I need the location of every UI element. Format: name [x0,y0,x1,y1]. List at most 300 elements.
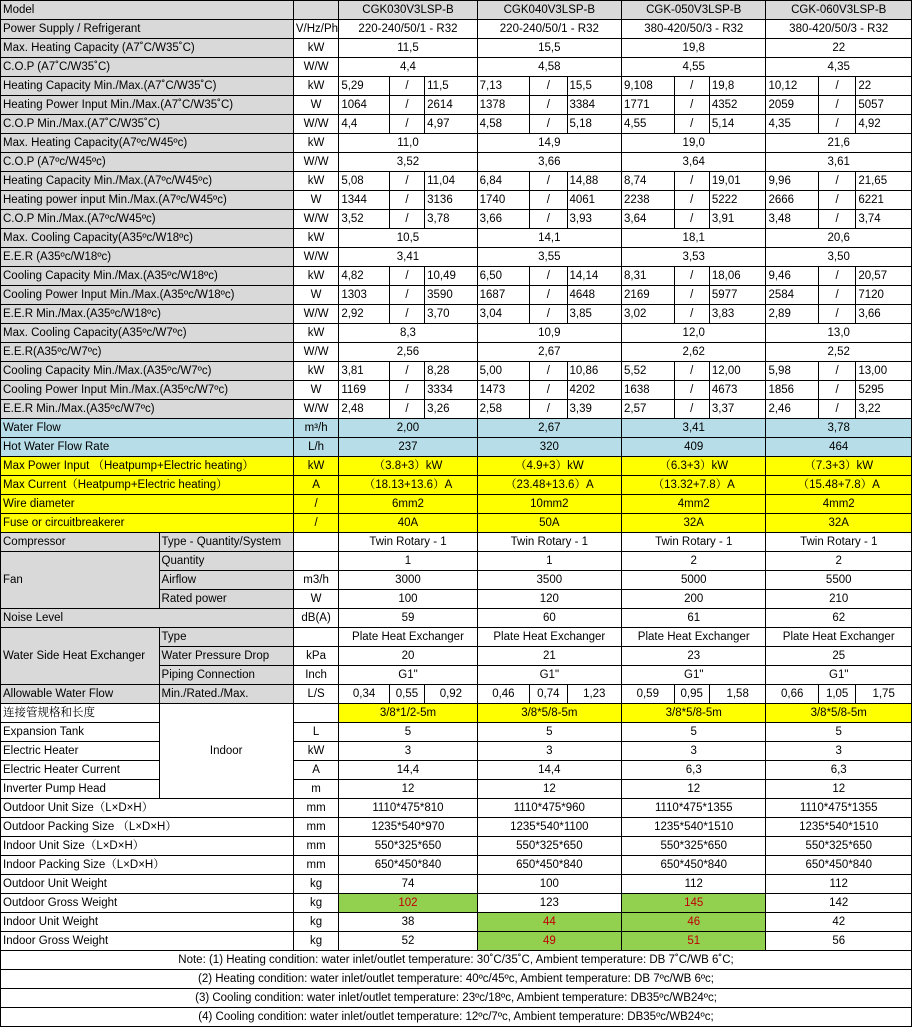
value-min: 4,35 [766,115,819,134]
spec-row [1,343,912,362]
dimension-row [1,875,912,894]
spec-value: 1235*540*1510 [766,818,912,837]
value-max: 4202 [567,381,622,400]
note-text: (3) Cooling condition: water inlet/outlet temperature: 23ºc/18ºc, Ambient temperature: DB35ºc/WB24ºc; [1,989,912,1008]
fan-label: Fan [1,552,160,609]
indoor-label: Inverter Pump Head [1,780,160,799]
value-max: 4,97 [425,115,478,134]
note-row [1,970,912,989]
spec-value: 12 [477,780,621,799]
value-min: 3,81 [339,362,389,381]
spec-value: 4,55 [622,58,766,77]
range-separator: / [674,400,709,419]
spec-value: 3,64 [622,153,766,172]
spec-value: 3,50 [766,248,912,267]
spec-value: 10mm2 [477,495,621,514]
spec-value: 3,55 [477,248,621,267]
indoor-label: Expansion Tank [1,723,160,742]
range-separator: / [674,210,709,229]
value-max: 3,83 [709,305,766,324]
spec-unit: W [293,286,338,305]
value-min: 5,52 [622,362,675,381]
spec-value: 12 [622,780,766,799]
spec-label: Water Flow [1,419,294,438]
spec-unit: kg [293,932,338,951]
range-separator: / [389,77,424,96]
allowable-label: Allowable Water Flow [1,685,160,704]
spec-row [1,115,912,134]
dimension-row [1,799,912,818]
spec-unit: kg [293,875,338,894]
spec-row [1,362,912,381]
value-min: 1064 [339,96,389,115]
value-max: 22 [856,77,912,96]
spec-label: Hot Water Flow Rate [1,438,294,457]
compressor-sub: Type - Quantity/System [159,533,293,552]
spec-unit: kW [293,362,338,381]
range-separator: / [530,400,567,419]
spec-value: 19,8 [622,39,766,58]
value-max: 8,28 [425,362,478,381]
value-min: 9,46 [766,267,819,286]
spec-value: 5000 [622,571,766,590]
value-min: 1856 [766,381,819,400]
spec-value: 2,62 [622,343,766,362]
spec-value: 5 [766,723,912,742]
value-min: 1378 [477,96,530,115]
spec-unit [293,628,338,647]
spec-label: Heating Capacity Min./Max.(A7ºc/W45ºc) [1,172,294,191]
flow-value: 0,59 [622,685,675,704]
range-separator: / [530,305,567,324]
spec-value: 409 [622,438,766,457]
note-text: (2) Heating condition: water inlet/outlet temperature: 40ºc/45ºc, Ambient temperature: DB 7ºc/WB 6ºc; [1,970,912,989]
range-separator: / [389,115,424,134]
spec-value: 550*325*650 [622,837,766,856]
value-max: 20,57 [856,267,912,286]
spec-unit: kW [293,742,338,761]
spec-value: 12 [766,780,912,799]
spec-value: 100 [339,590,477,609]
spec-value: 21 [477,647,621,666]
exchanger-sub: Piping Connection [159,666,293,685]
value-max: 3,85 [567,305,622,324]
spec-value: 14,4 [339,761,477,780]
spec-value: 550*325*650 [339,837,477,856]
exchanger-sub: Type [159,628,293,647]
indoor-row [1,742,912,761]
spec-value: 3 [477,742,621,761]
noise-row [1,609,912,628]
value-min: 2,48 [339,400,389,419]
value-min: 8,74 [622,172,675,191]
spec-value: 6,3 [622,761,766,780]
header-unit [293,1,338,20]
spec-value: 3 [622,742,766,761]
spec-value: 12 [339,780,477,799]
spec-value: Plate Heat Exchanger [339,628,477,647]
range-separator: / [530,115,567,134]
flow-value: 0,34 [339,685,389,704]
range-separator: / [818,381,855,400]
spec-value: 60 [477,609,621,628]
spec-value: 42 [766,913,912,932]
value-min: 2666 [766,191,819,210]
value-max: 19,8 [709,77,766,96]
spec-row [1,20,912,39]
highlighted-value: 51 [622,932,766,951]
dimension-row [1,932,912,951]
spec-row [1,495,912,514]
dimension-label: Indoor Unit Size（L×D×H） [1,837,294,856]
spec-value: 21,6 [766,134,912,153]
spec-value: 1235*540*1100 [477,818,621,837]
spec-value: 3,78 [766,419,912,438]
note-text: Note: (1) Heating condition: water inlet/outlet temperature: 30˚C/35˚C, Ambient temperature: DB 7˚C/WB 6˚C; [1,951,912,970]
spec-row [1,229,912,248]
spec-value: 3,66 [477,153,621,172]
value-max: 3,74 [856,210,912,229]
spec-value: 5 [622,723,766,742]
spec-value: 650*450*840 [622,856,766,875]
indoor-row [1,723,912,742]
spec-label: Max Current（Heatpump+Electric heating） [1,476,294,495]
noise-label: Noise Level [1,609,294,628]
flow-value: 1,58 [709,685,766,704]
spec-unit: L/h [293,438,338,457]
flow-value: 1,23 [567,685,622,704]
range-separator: / [389,172,424,191]
spec-value: 50A [477,514,621,533]
value-min: 2,92 [339,305,389,324]
spec-value: G1" [622,666,766,685]
value-min: 6,84 [477,172,530,191]
spec-value: 8,3 [339,324,477,343]
spec-label: Heating Power Input Min./Max.(A7˚C/W35˚C) [1,96,294,115]
spec-value: 100 [477,875,621,894]
spec-value: 3 [766,742,912,761]
spec-label: Max. Cooling Capacity(A35ºc/W18ºc) [1,229,294,248]
value-max: 3,39 [567,400,622,419]
dimension-label: Indoor Gross Weight [1,932,294,951]
indoor-label: Electric Heater Current [1,761,160,780]
spec-value: 1 [339,552,477,571]
value-min: 1169 [339,381,389,400]
spec-unit [293,533,338,552]
value-max: 10,86 [567,362,622,381]
highlighted-value: 49 [477,932,621,951]
spec-label: E.E.R(A35ºc/W7ºc) [1,343,294,362]
value-min: 4,55 [622,115,675,134]
spec-row [1,267,912,286]
spec-label: Cooling Power Input Min./Max.(A35ºc/W7ºc) [1,381,294,400]
spec-value: 3 [339,742,477,761]
spec-value: 650*450*840 [477,856,621,875]
range-separator: / [530,267,567,286]
spec-unit: Inch [293,666,338,685]
spec-value: Twin Rotary - 1 [477,533,621,552]
value-max: 3,26 [425,400,478,419]
spec-value: 550*325*650 [766,837,912,856]
spec-unit: kW [293,77,338,96]
spec-value: 3,61 [766,153,912,172]
dimension-label: Outdoor Unit Weight [1,875,294,894]
value-min: 8,31 [622,267,675,286]
dimension-label: Outdoor Unit Size（L×D×H） [1,799,294,818]
spec-value: 112 [622,875,766,894]
dimension-row [1,837,912,856]
value-max: 4352 [709,96,766,115]
spec-value: 2 [766,552,912,571]
spec-value: 1110*475*810 [339,799,477,818]
range-separator: / [389,362,424,381]
indoor-label: 连接管规格和长度 [1,704,160,723]
spec-value: G1" [339,666,477,685]
spec-unit: V/Hz/Ph [293,20,338,39]
fan-sub: Airflow [159,571,293,590]
dimension-row [1,913,912,932]
spec-value: 2,52 [766,343,912,362]
range-separator: / [818,191,855,210]
spec-value: 3,53 [622,248,766,267]
value-max: 14,88 [567,172,622,191]
dimension-label: Outdoor Packing Size （L×D×H） [1,818,294,837]
range-separator: / [674,286,709,305]
highlighted-value: 46 [622,913,766,932]
spec-label: C.O.P Min./Max.(A7˚C/W35˚C) [1,115,294,134]
range-separator: / [674,191,709,210]
model-name: CGK040V3LSP-B [477,1,621,20]
value-min: 10,12 [766,77,819,96]
spec-label: Max. Heating Capacity(A7ºc/W45ºc) [1,134,294,153]
spec-value: Twin Rotary - 1 [339,533,477,552]
spec-unit: A [293,761,338,780]
spec-unit: W/W [293,58,338,77]
note-text: (4) Cooling condition: water inlet/outlet temperature: 12ºc/7ºc, Ambient temperature: DB35ºc/WB24ºc; [1,1008,912,1027]
value-min: 3,66 [477,210,530,229]
value-max: 4,92 [856,115,912,134]
range-separator: / [674,77,709,96]
allowable-row [1,685,912,704]
spec-value: 220-240/50/1 - R32 [339,20,477,39]
spec-value: 11,0 [339,134,477,153]
spec-row [1,153,912,172]
flow-value: 0,92 [425,685,478,704]
value-max: 19,01 [709,172,766,191]
spec-value: 32A [622,514,766,533]
spec-value: 220-240/50/1 - R32 [477,20,621,39]
spec-unit: m [293,780,338,799]
spec-row [1,58,912,77]
value-min: 2059 [766,96,819,115]
spec-row [1,305,912,324]
highlighted-value: 44 [477,913,621,932]
spec-value: 1235*540*970 [339,818,477,837]
value-max: 18,06 [709,267,766,286]
range-separator: / [530,77,567,96]
value-min: 1473 [477,381,530,400]
value-max: 15,5 [567,77,622,96]
range-separator: / [818,77,855,96]
spec-label: Fuse or circuitbreakerer [1,514,294,533]
range-separator: / [389,286,424,305]
value-min: 3,64 [622,210,675,229]
spec-unit: W/W [293,115,338,134]
spec-unit: m³/h [293,419,338,438]
spec-row [1,514,912,533]
value-min: 5,98 [766,362,819,381]
spec-unit [293,552,338,571]
spec-label: Heating power input Min./Max.(A7ºc/W45ºc) [1,191,294,210]
spec-label: Cooling Capacity Min./Max.(A35ºc/W7ºc) [1,362,294,381]
header-model-label: Model [1,1,294,20]
value-max: 4673 [709,381,766,400]
value-max: 3,91 [709,210,766,229]
spec-value: 25 [766,647,912,666]
spec-value: 3,41 [622,419,766,438]
spec-value: Plate Heat Exchanger [622,628,766,647]
value-max: 5222 [709,191,766,210]
spec-value: 650*450*840 [339,856,477,875]
spec-value: 59 [339,609,477,628]
spec-unit: W/W [293,305,338,324]
spec-value: 2,67 [477,343,621,362]
spec-value: 2,56 [339,343,477,362]
spec-label: Cooling Capacity Min./Max.(A35ºc/W18ºc) [1,267,294,286]
spec-unit: W [293,381,338,400]
compressor-row [1,533,912,552]
spec-label: E.E.R Min./Max.(A35ºc/W18ºc) [1,305,294,324]
value-min: 5,00 [477,362,530,381]
range-separator: / [818,305,855,324]
spec-value: Plate Heat Exchanger [766,628,912,647]
spec-row [1,172,912,191]
highlighted-value: 145 [622,894,766,913]
spec-value: 61 [622,609,766,628]
indoor-row [1,704,912,723]
range-separator: / [674,115,709,134]
spec-value: 4,58 [477,58,621,77]
spec-unit: W [293,191,338,210]
spec-label: Cooling Power Input Min./Max.(A35ºc/W18ºc) [1,286,294,305]
spec-value: 14,1 [477,229,621,248]
value-max: 11,04 [425,172,478,191]
spec-value: 380-420/50/3 - R32 [622,20,766,39]
value-min: 9,108 [622,77,675,96]
spec-row [1,419,912,438]
range-separator: / [389,305,424,324]
spec-unit: kW [293,229,338,248]
value-min: 4,58 [477,115,530,134]
spec-row [1,476,912,495]
spec-unit: L [293,723,338,742]
flow-value: 0,66 [766,685,819,704]
value-max: 6221 [856,191,912,210]
range-separator: / [818,400,855,419]
spec-value: 2,00 [339,419,477,438]
value-min: 5,08 [339,172,389,191]
spec-row [1,381,912,400]
value-min: 1303 [339,286,389,305]
spec-value: （3.8+3）kW [339,457,477,476]
spec-value: 20,6 [766,229,912,248]
flow-value: 0,74 [530,685,567,704]
value-min: 2,57 [622,400,675,419]
range-separator: / [818,210,855,229]
range-separator: / [818,96,855,115]
spec-value: 15,5 [477,39,621,58]
value-max: 5,14 [709,115,766,134]
spec-unit: W/W [293,400,338,419]
spec-value: 550*325*650 [477,837,621,856]
range-separator: / [818,172,855,191]
spec-row [1,134,912,153]
value-min: 2,46 [766,400,819,419]
value-max: 10,49 [425,267,478,286]
spec-unit: / [293,495,338,514]
spec-row [1,400,912,419]
fan-sub: Rated power [159,590,293,609]
range-separator: / [674,96,709,115]
value-max: 3,37 [709,400,766,419]
range-separator: / [818,362,855,381]
spec-value: 3500 [477,571,621,590]
spec-value: 2 [622,552,766,571]
spec-value: G1" [766,666,912,685]
model-name: CGK-060V3LSP-B [766,1,912,20]
value-max: 5977 [709,286,766,305]
spec-unit: L/S [293,685,338,704]
spec-label: E.E.R (A35ºc/W18ºc) [1,248,294,267]
spec-value: Twin Rotary - 1 [766,533,912,552]
spec-unit: W [293,96,338,115]
value-max: 7120 [856,286,912,305]
spec-row [1,286,912,305]
value-min: 3,52 [339,210,389,229]
spec-unit: kW [293,39,338,58]
value-min: 2,58 [477,400,530,419]
spec-value: 210 [766,590,912,609]
range-separator: / [530,210,567,229]
spec-value: （4.9+3）kW [477,457,621,476]
spec-value: 22 [766,39,912,58]
spec-value: 6mm2 [339,495,477,514]
value-min: 6,50 [477,267,530,286]
spec-value: 4mm2 [766,495,912,514]
value-min: 4,82 [339,267,389,286]
spec-value: 3/8*5/8-5m [477,704,621,723]
spec-value: 12,0 [622,324,766,343]
spec-value: Twin Rotary - 1 [622,533,766,552]
value-max: 3136 [425,191,478,210]
spec-unit: m3/h [293,571,338,590]
spec-label: C.O.P (A7ºc/W45ºc) [1,153,294,172]
value-min: 2584 [766,286,819,305]
spec-unit: dB(A) [293,609,338,628]
range-separator: / [674,305,709,324]
spec-value: 123 [477,894,621,913]
dimension-label: Indoor Packing Size（L×D×H） [1,856,294,875]
value-min: 2169 [622,286,675,305]
range-separator: / [389,210,424,229]
spec-label: Wire diameter [1,495,294,514]
spec-value: 32A [766,514,912,533]
spec-value: （6.3+3）kW [622,457,766,476]
value-min: 3,04 [477,305,530,324]
spec-unit: kg [293,894,338,913]
value-max: 2614 [425,96,478,115]
value-max: 4648 [567,286,622,305]
